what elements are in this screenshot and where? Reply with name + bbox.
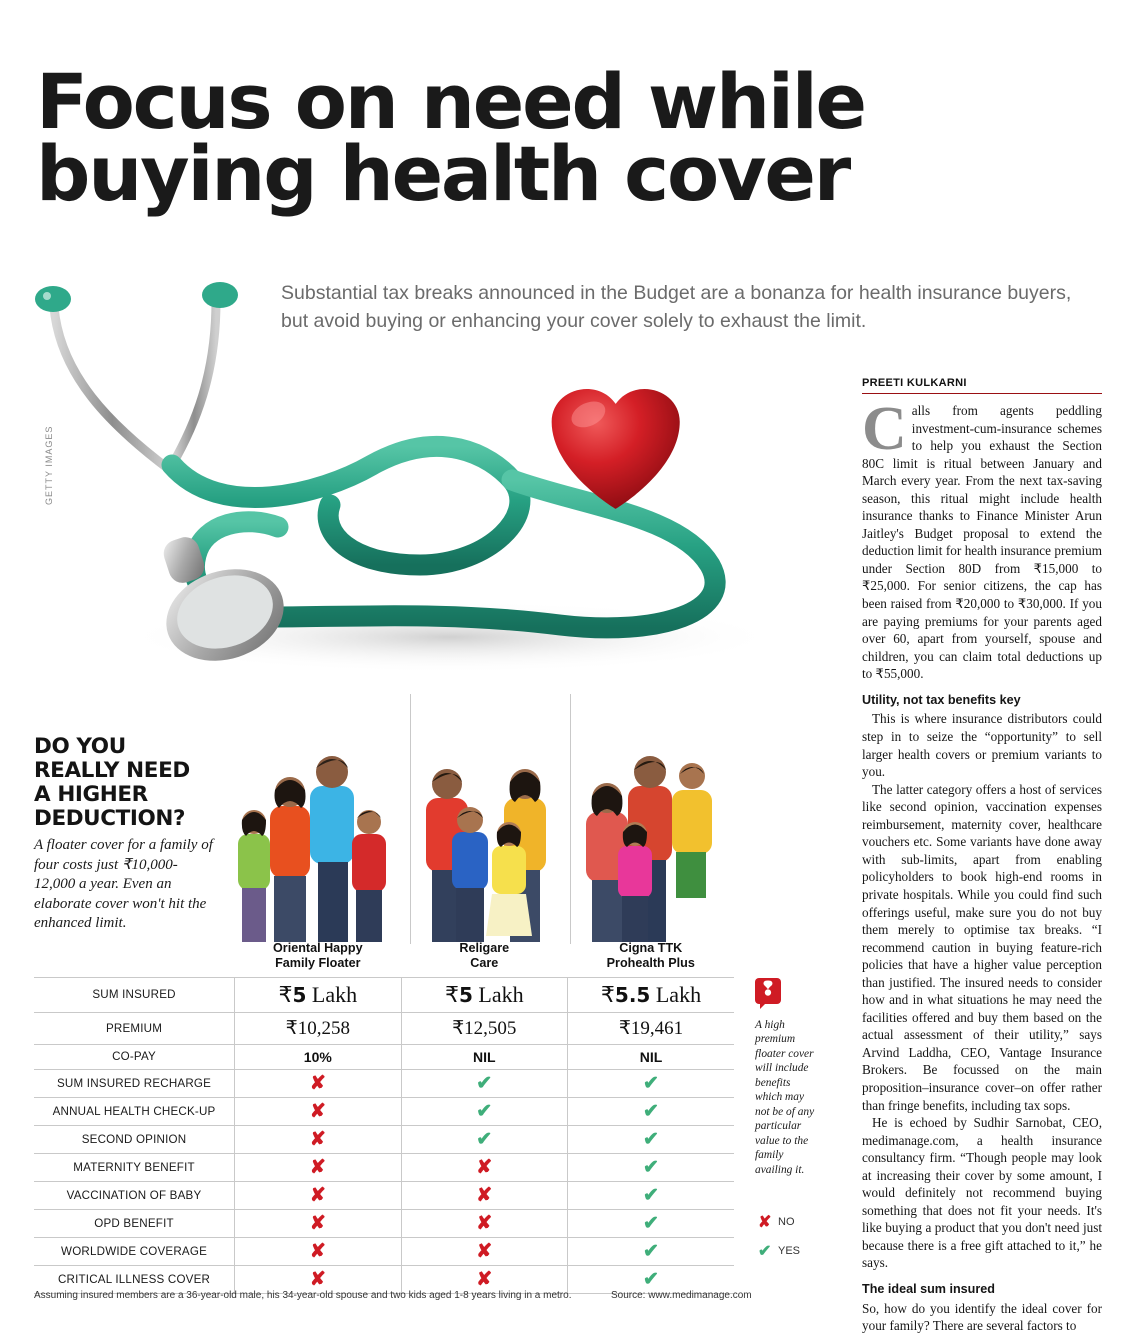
row-label: WORLDWIDE COVERAGE: [34, 1237, 235, 1265]
table-footnote: Assuming insured members are a 36-year-old male, his 34-year-old spouse and two kids aged 1-8 years living in a metro.: [34, 1290, 572, 1301]
table-cell: [401, 1069, 567, 1097]
infographic-title: [34, 735, 244, 831]
row-label: VACCINATION OF BABY: [34, 1181, 235, 1209]
table-cell: [568, 1209, 735, 1237]
legend-item-no: [758, 1212, 800, 1232]
plan-name-line-1: Oriental Happy: [273, 941, 363, 955]
table-cell: [401, 1237, 567, 1265]
check-icon: ✔: [758, 1243, 772, 1260]
page-title: [36, 57, 996, 219]
article-paragraph: So, how do you identify the ideal cover for your family? There are several factors to: [862, 1300, 1102, 1334]
pull-note-text: A high premium floater cover will include benefits which may not be of any particular value to the family availing it.: [755, 1019, 815, 1176]
cross-icon: ✘: [309, 1100, 326, 1122]
article-column: [862, 377, 1102, 1335]
article-paragraph: This is where insurance distributors could step in to seize the “opportunity” to sell larger health covers or premium variants to you.: [862, 711, 1102, 780]
legend: [758, 1212, 800, 1270]
table-row: [34, 1097, 734, 1125]
table-cell: [568, 1153, 735, 1181]
cross-icon: ✘: [309, 1240, 326, 1262]
table-cell: [235, 1012, 401, 1044]
row-label: SUM INSURED RECHARGE: [34, 1069, 235, 1097]
check-icon: ✔: [643, 1184, 659, 1206]
check-icon: ✔: [643, 1268, 659, 1290]
row-label: PREMIUM: [34, 1012, 235, 1044]
infographic-subtext: A floater cover for a family of four costs just ₹10,000-12,000 a year. Even an elaborate cover won't hit the enhanced limit.: [34, 837, 213, 931]
table-cell: [568, 1069, 735, 1097]
legend-label: YES: [778, 1245, 801, 1257]
table-row: [34, 1153, 734, 1181]
table-row: [34, 1181, 734, 1209]
stethoscope-heart-illustration: [20, 265, 840, 685]
table-cell: [235, 1097, 401, 1125]
family-photo-3: [572, 694, 732, 944]
table-cell: [401, 1209, 567, 1237]
cross-icon: ✘: [758, 1214, 772, 1231]
table-cell: [568, 1097, 735, 1125]
check-icon: ✔: [643, 1128, 659, 1150]
family-photos: [232, 694, 732, 944]
table-cell: [568, 1181, 735, 1209]
table-cell: [401, 1181, 567, 1209]
plan-name-line-1: Cigna TTK: [619, 941, 683, 955]
cross-icon: ✘: [476, 1156, 493, 1178]
sum-insured-value: ₹5.5 Lakh: [600, 981, 702, 1007]
premium-value: ₹10,258: [285, 1017, 350, 1039]
table-corner-cell: [34, 941, 235, 977]
table-cell: [235, 1237, 401, 1265]
check-icon: ✔: [643, 1100, 659, 1122]
infographic-title-line-1: DO YOU: [34, 734, 126, 759]
headline-line-1: Focus on need while: [36, 57, 865, 146]
cross-icon: ✘: [476, 1212, 493, 1234]
family-photo-2: [412, 694, 562, 944]
row-label: SUM INSURED: [34, 977, 235, 1012]
table-cell: [568, 1237, 735, 1265]
pull-note: [755, 978, 817, 1177]
plan-header-3: [568, 941, 735, 977]
table-cell: [568, 1125, 735, 1153]
table-row: [34, 1069, 734, 1097]
infographic-title-line-4: DEDUCTION?: [34, 806, 186, 832]
table-row: [34, 1044, 734, 1069]
table-cell: [401, 977, 567, 1012]
comparison-table: [34, 941, 734, 1294]
article-paragraph: He is echoed by Sudhir Sarnobat, CEO, medimanage.com, a health insurance consultancy firm. “Though people may look at increasing their cover by some amount, I would definitely not recommend buying something that does not fit your needs. It's like buying a product that you don't need just because there is a free gift attached to it,” he says.: [862, 1115, 1102, 1271]
row-label: MATERNITY BENEFIT: [34, 1153, 235, 1181]
row-label: SECOND OPINION: [34, 1125, 235, 1153]
cross-icon: ✘: [476, 1184, 493, 1206]
plan-name-line-2: Care: [470, 955, 499, 970]
table-cell: [235, 1181, 401, 1209]
hero-image: [20, 265, 840, 685]
table-source: Source: www.medimanage.com: [611, 1290, 752, 1301]
check-icon: ✔: [643, 1212, 659, 1234]
headline-line-2: buying health cover: [36, 129, 849, 219]
infographic-title-line-2: REALLY NEED: [34, 758, 190, 784]
check-icon: ✔: [476, 1128, 493, 1150]
plan-header-2: [401, 941, 567, 977]
table-cell: [401, 1153, 567, 1181]
cross-icon: ✘: [309, 1156, 326, 1178]
table-cell: [568, 1012, 735, 1044]
article-paragraph: The latter category offers a host of services like second opinion, vaccination expenses reimbursement, maternity cover, healthcare vouchers etc. Some variants have done away with sub-limits, apart from enabling policyholders to book high-end rooms in private hospitals. While you could find such offerings useful, make sure you do not buy them merely to optimise tax breaks. “I recommend caution in buying feature-rich policies that have a higher value perception than justified. The insured needs to consider how and in what situations he may need the facilities offered and buy them based on the actual assessment of their utility,” says Arvind Laddha, CEO, Vantage Insurance Brokers. Be focussed on the main proposition–insurance cover–on offer rather than fringe benefits, including tax sops.: [862, 781, 1102, 1113]
check-icon: ✔: [476, 1100, 493, 1122]
table-cell: [235, 1125, 401, 1153]
article-subhead: Utility, not tax benefits key: [862, 692, 1021, 707]
quote-icon: ❢: [755, 978, 781, 1004]
cross-icon: ✘: [309, 1212, 326, 1234]
table-row: [34, 1209, 734, 1237]
standfirst: Substantial tax breaks announced in the Budget are a bonanza for health insurance buyers, but avoid buying or enhancing your cover solely to exhaust the limit.: [281, 282, 1072, 333]
check-icon: ✔: [643, 1156, 659, 1178]
table-row: [34, 977, 734, 1012]
row-label: CRITICAL ILLNESS COVER: [34, 1265, 235, 1293]
table-cell: [401, 1012, 567, 1044]
table-cell: [568, 1044, 735, 1069]
article-subhead: The ideal sum insured: [862, 1281, 995, 1296]
premium-value: ₹19,461: [618, 1017, 684, 1039]
check-icon: ✔: [643, 1072, 659, 1094]
table-cell: [568, 977, 735, 1012]
sum-insured-value: ₹5 Lakh: [278, 981, 358, 1007]
cross-icon: ✘: [309, 1184, 326, 1206]
sum-insured-value: ₹5 Lakh: [444, 981, 524, 1007]
premium-value: ₹12,505: [452, 1017, 517, 1039]
photo-credit: GETTY IMAGES: [44, 425, 54, 505]
cross-icon: ✘: [476, 1268, 493, 1290]
check-icon: ✔: [476, 1072, 493, 1094]
row-label: CO-PAY: [34, 1044, 235, 1069]
table-cell: [401, 1125, 567, 1153]
table-row: [34, 1012, 734, 1044]
table-cell: [401, 1097, 567, 1125]
plan-name-line-2: Prohealth Plus: [606, 955, 695, 970]
table-body: [34, 977, 734, 1293]
table-cell: [235, 977, 401, 1012]
table-header-row: [34, 941, 734, 977]
plan-name-line-1: Religare: [459, 941, 510, 955]
copay-value: NIL: [472, 1048, 496, 1065]
check-icon: ✔: [643, 1240, 659, 1262]
table-row: [34, 1237, 734, 1265]
table-cell: [235, 1209, 401, 1237]
infographic-title-line-3: A HIGHER: [34, 782, 148, 808]
row-label: ANNUAL HEALTH CHECK-UP: [34, 1097, 235, 1125]
copay-value: 10%: [303, 1048, 332, 1065]
article-paragraph: Calls from agents peddling investment-cum-insurance schemes to help you exhaust the Section 80C limit is ritual between January and March every year. From the next tax-saving season, this ritual might include health insurance thanks to Finance Minister Arun Jaitley's Budget proposal to extend the deduction limit for health insurance premium under Section 80D from ₹15,000 to ₹25,000. For senior citizens, the cap has been raised from ₹20,000 to ₹30,000. If you are paying premiums for your parents aged over 60, apart from yourself, spouse and children, you can claim total deductions up to ₹55,000.: [862, 395, 1102, 682]
cross-icon: ✘: [476, 1240, 493, 1262]
cross-icon: ✘: [309, 1072, 326, 1094]
table-cell: [401, 1044, 567, 1069]
table-cell: [235, 1153, 401, 1181]
plan-header-1: [235, 941, 401, 977]
copay-value: NIL: [639, 1048, 663, 1065]
table-cell: [235, 1044, 401, 1069]
cross-icon: ✘: [309, 1128, 326, 1150]
table-row: [34, 1125, 734, 1153]
family-photo-1: [232, 694, 402, 944]
legend-label: NO: [778, 1216, 795, 1228]
row-label: OPD BENEFIT: [34, 1209, 235, 1237]
table-cell: [235, 1069, 401, 1097]
cross-icon: ✘: [309, 1268, 326, 1290]
legend-item-yes: [758, 1241, 800, 1261]
plan-name-line-2: Family Floater: [275, 955, 361, 970]
byline: PREETI KULKARNI: [862, 377, 1102, 394]
